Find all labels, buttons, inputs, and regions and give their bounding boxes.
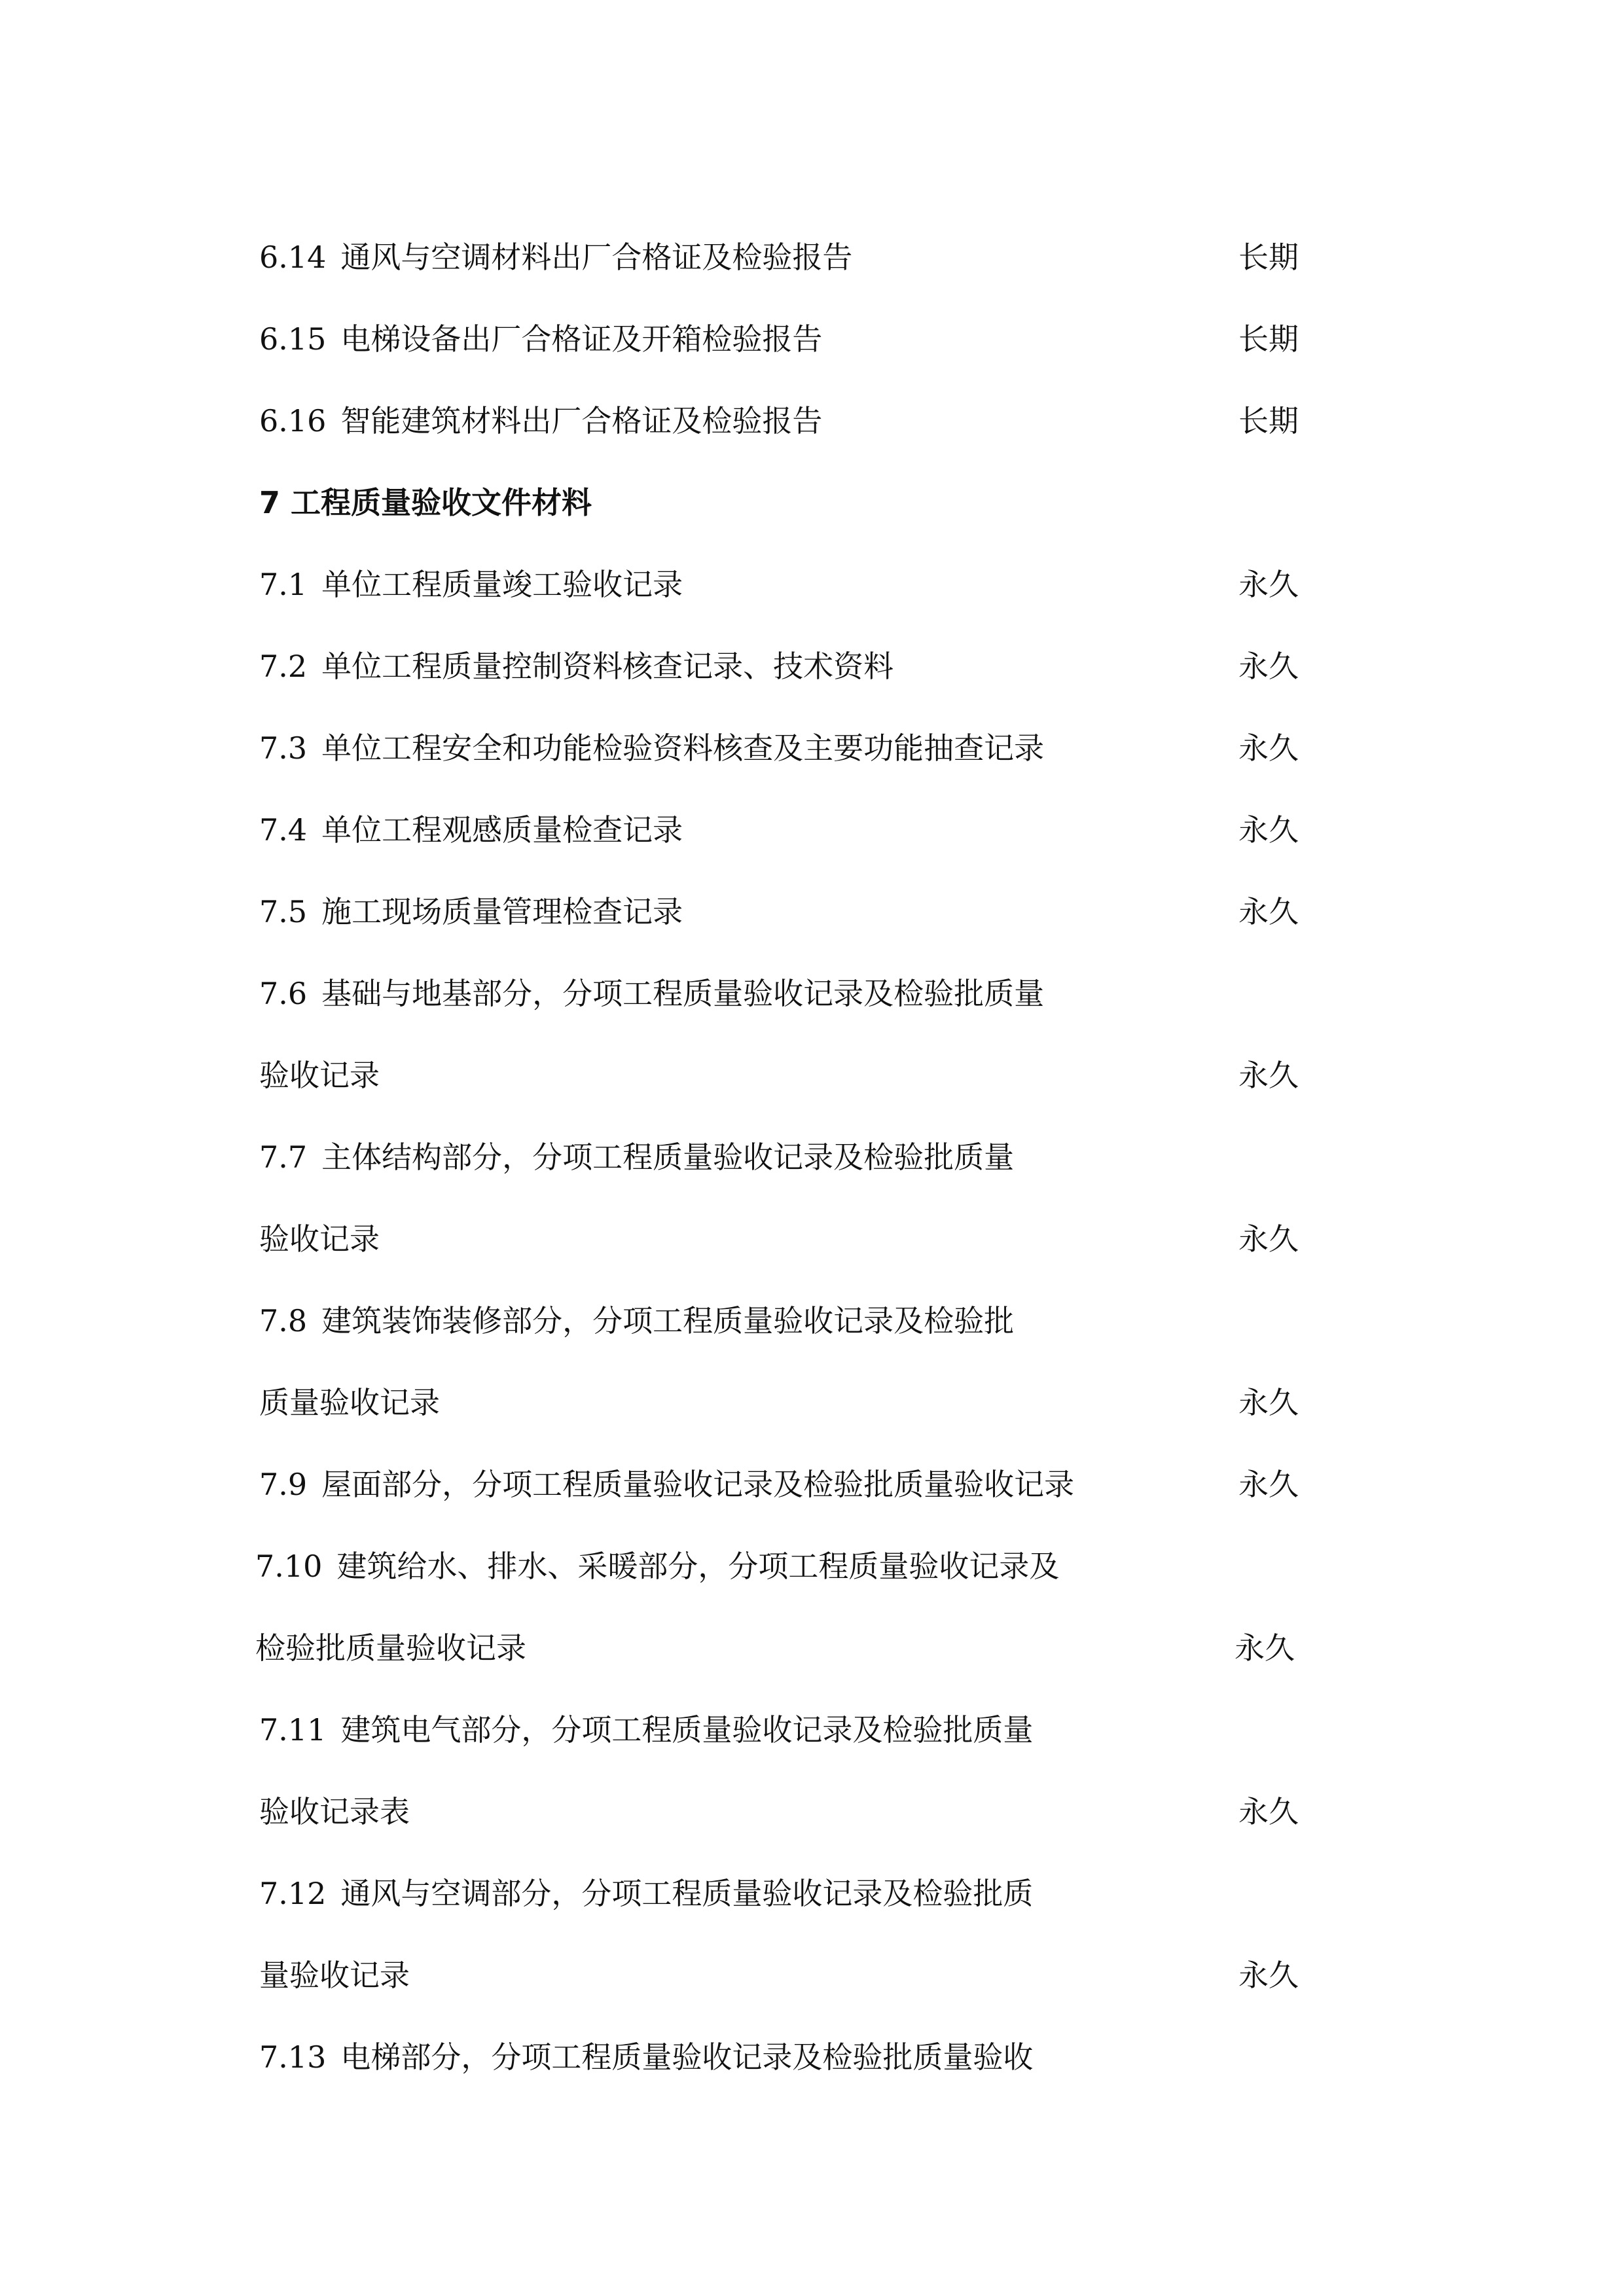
entry-text-continued: 验收记录 [259,1221,380,1257]
retention-term: 永久 [1238,812,1299,848]
archive-entry-7-10 [255,1540,1310,1592]
retention-term: 永久 [1238,567,1299,602]
archive-entry-7-2 [259,640,1310,692]
retention-term: 永久 [1238,730,1299,766]
entry-text: 电梯部分，分项工程质量验收记录及检验批质量验收 [340,2039,1034,2075]
archive-entry-7-8-continued [259,1376,1310,1429]
entry-code: 7.3 [259,730,308,766]
retention-term: 长期 [1238,403,1299,439]
entry-text: 智能建筑材料出厂合格证及检验报告 [340,403,823,439]
entry-text: 屋面部分，分项工程质量验收记录及检验批质量验收记录 [321,1467,1075,1502]
retention-term: 长期 [1238,321,1299,357]
archive-entry-7-11 [259,1704,1310,1756]
entry-code: 7.11 [259,1712,327,1748]
retention-term: 永久 [1238,1221,1299,1257]
retention-term: 永久 [1238,1058,1299,1093]
retention-term: 永久 [1235,1630,1295,1666]
entry-text: 单位工程观感质量检查记录 [321,812,683,848]
entry-text: 施工现场质量管理检查记录 [321,894,683,929]
entry-code: 6.14 [259,240,327,275]
entry-code: 7.1 [259,567,308,602]
entry-text: 建筑给水、排水、采暖部分，分项工程质量验收记录及 [336,1549,1060,1584]
entry-text-continued: 验收记录 [259,1058,380,1093]
entry-code: 7.2 [259,649,308,684]
entry-text-continued: 验收记录表 [259,1794,410,1829]
archive-entry-6-16 [259,395,1310,447]
entry-code: 7.9 [259,1467,308,1502]
archive-entry-7-1 [259,558,1310,611]
entry-code: 7.8 [259,1303,308,1338]
archive-entry-7-8 [259,1295,1310,1347]
entry-text: 电梯设备出厂合格证及开箱检验报告 [340,321,823,357]
section-heading: 7 工程质量验收文件材料 [259,485,592,520]
entry-code: 7.12 [259,1876,327,1911]
archive-entry-7-10-continued [255,1622,1310,1674]
retention-term: 永久 [1238,1467,1299,1502]
retention-term: 永久 [1238,894,1299,929]
entry-text: 通风与空调部分，分项工程质量验收记录及检验批质 [340,1876,1034,1911]
entry-text: 基础与地基部分，分项工程质量验收记录及检验批质量 [321,976,1045,1011]
entry-text: 单位工程安全和功能检验资料核查及主要功能抽查记录 [321,730,1045,766]
archive-entry-7-7-continued [259,1213,1310,1265]
retention-term: 永久 [1238,1385,1299,1420]
retention-term: 永久 [1238,649,1299,684]
entry-text-continued: 质量验收记录 [259,1385,440,1420]
archive-entry-7-12 [259,1867,1310,1920]
archive-entry-6-15 [259,313,1310,365]
entry-text-continued: 量验收记录 [259,1958,410,1993]
entry-code: 6.15 [259,321,327,357]
retention-term: 长期 [1238,240,1299,275]
archive-entry-7-5 [259,886,1310,938]
archive-entry-7-4 [259,804,1310,856]
entry-text: 单位工程质量竣工验收记录 [321,567,683,602]
entry-text-continued: 检验批质量验收记录 [255,1630,526,1666]
archive-entry-7-7 [259,1131,1310,1183]
archive-entry-7-13 [259,2031,1310,2083]
archive-entry-7-11-continued [259,1785,1310,1838]
entry-code: 6.16 [259,403,327,439]
archive-entry-7-6-continued [259,1049,1310,1102]
entry-code: 7.4 [259,812,308,848]
retention-term: 永久 [1238,1794,1299,1829]
entry-code: 7.6 [259,976,308,1011]
entry-code: 7.13 [259,2039,327,2075]
entry-text: 建筑装饰装修部分，分项工程质量验收记录及检验批 [321,1303,1015,1338]
entry-code: 7.10 [255,1549,323,1584]
entry-text: 通风与空调材料出厂合格证及检验报告 [340,240,853,275]
entry-code: 7.5 [259,894,308,929]
archive-entry-6-14 [259,231,1310,283]
archive-entry-7-3 [259,722,1310,774]
archive-entry-7-6 [259,967,1310,1020]
entry-text: 建筑电气部分，分项工程质量验收记录及检验批质量 [340,1712,1034,1748]
retention-term: 永久 [1238,1958,1299,1993]
archive-entry-7-12-continued [259,1949,1310,2001]
entry-text: 单位工程质量控制资料核查记录、技术资料 [321,649,894,684]
entry-text: 主体结构部分，分项工程质量验收记录及检验批质量 [321,1139,1015,1175]
archive-entry-7-9 [259,1458,1310,1511]
entry-code: 7.7 [259,1139,308,1175]
